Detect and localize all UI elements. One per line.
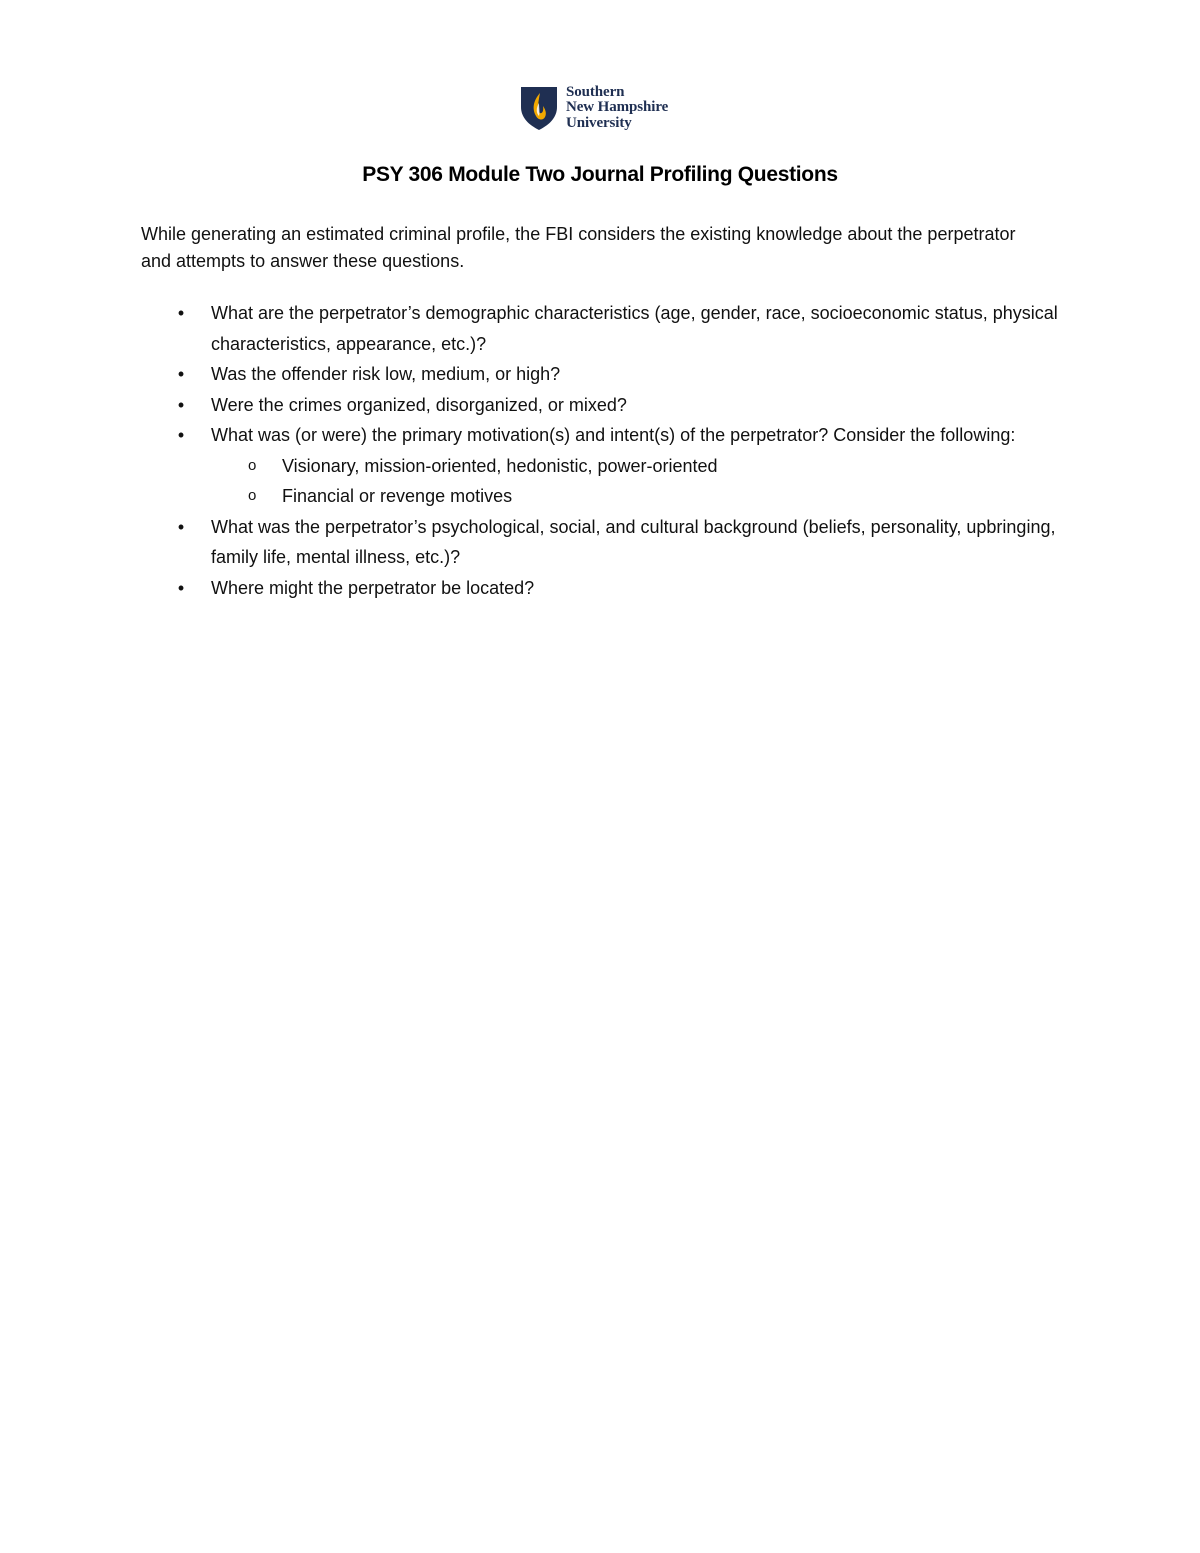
list-item <box>141 573 1061 604</box>
logo-wordmark <box>566 85 668 132</box>
sub-bullet-icon: o <box>248 487 257 504</box>
list-item <box>141 420 1061 512</box>
question-text: Was the offender risk low, medium, or high? <box>211 364 561 384</box>
sub-question-text: Financial or revenge motives <box>282 486 513 506</box>
sub-list-item <box>211 451 1061 482</box>
logo-line-1: Southern <box>566 83 625 100</box>
bullet-icon: • <box>177 425 185 445</box>
bullet-icon: • <box>177 303 185 323</box>
question-list <box>141 298 1061 603</box>
question-text: What was the perpetrator’s psychological, social, and cultural background (beliefs, personality, upbringing, family life, mental illness, etc.)? <box>211 516 1056 567</box>
logo-line-2: New Hampshire <box>566 99 669 116</box>
bullet-icon: • <box>177 577 185 598</box>
sub-bullet-icon: o <box>248 456 257 474</box>
list-item <box>141 359 1061 390</box>
question-text: Were the crimes organized, disorganized, or mixed? <box>211 394 627 415</box>
intro-paragraph: While generating an estimated criminal profile, the FBI considers the existing knowledge about the perpetrator and attempts to answer these questions. <box>141 224 1016 271</box>
bullet-icon: • <box>177 394 185 415</box>
sub-question-text: Visionary, mission-oriented, hedonistic, power-oriented <box>282 455 718 476</box>
logo-line-3: University <box>566 114 632 131</box>
list-item <box>141 512 1061 573</box>
university-logo <box>519 84 668 132</box>
bullet-icon: • <box>177 516 185 537</box>
list-item <box>141 298 1061 359</box>
bullet-icon: • <box>177 364 185 384</box>
sub-question-list <box>211 451 1061 512</box>
sub-list-item <box>211 481 1061 512</box>
question-text: What was (or were) the primary motivation(s) and intent(s) of the perpetrator? Consider the following: <box>211 425 1016 445</box>
document-title: PSY 306 Module Two Journal Profiling Questions <box>362 163 838 186</box>
question-text: What are the perpetrator’s demographic characteristics (age, gender, race, socioeconomic status, physical characteristics, appearance, etc.)? <box>211 303 1058 354</box>
question-text: Where might the perpetrator be located? <box>211 577 535 598</box>
list-item <box>141 390 1061 421</box>
shield-flame-icon <box>519 85 559 131</box>
